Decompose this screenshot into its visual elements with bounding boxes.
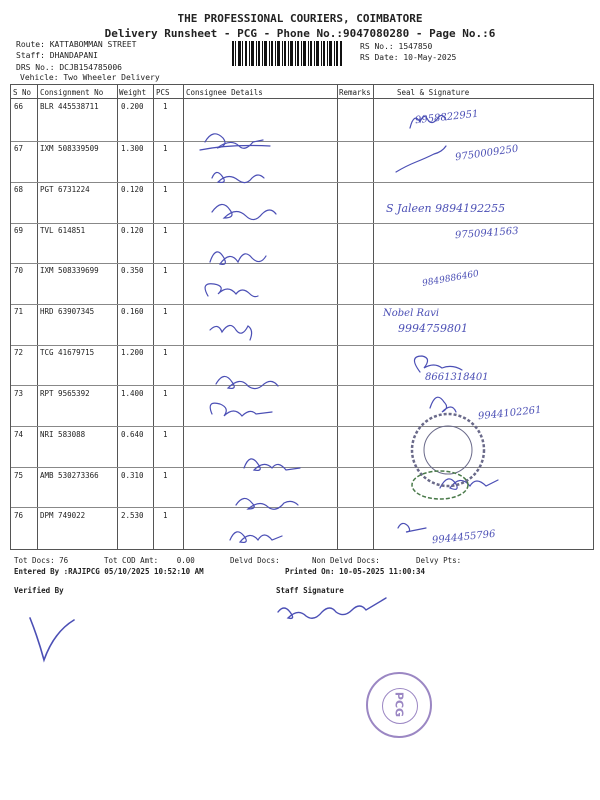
handwritten-name: S Jaleen 9894192255	[386, 202, 506, 215]
row-sno: 68	[14, 185, 24, 194]
row-weight: 0.640	[121, 430, 144, 439]
handwritten-phone: 9958822951	[414, 108, 480, 127]
row-weight: 0.160	[121, 307, 144, 316]
row-divider	[11, 304, 593, 305]
route-line	[16, 40, 136, 49]
vehicle-label: Vehicle:	[20, 73, 59, 82]
col-divider	[37, 85, 38, 549]
row-consignment: TVL 614851	[40, 226, 86, 235]
row-pcs: 1	[163, 144, 168, 153]
handwritten-phone: 9944102261	[477, 404, 543, 423]
row-divider	[11, 426, 593, 427]
company-title: THE PROFESSIONAL COURIERS, COIMBATORE	[177, 12, 423, 25]
row-consignment: DPM 749022	[40, 511, 86, 520]
row-consignment: IXM 508339509	[40, 144, 99, 153]
printed-on: Printed On: 10-05-2025 11:00:34	[285, 567, 425, 576]
staff-signature-label: Staff Signature	[276, 586, 344, 595]
route-value: KATTABOMMAN STREET	[49, 40, 137, 49]
row-sno: 67	[14, 144, 24, 153]
handwritten-name: Nobel Ravi	[383, 308, 440, 319]
row-divider	[11, 182, 593, 183]
staff-label: Staff:	[16, 51, 45, 60]
row-pcs: 1	[163, 511, 168, 520]
rs-date-line	[360, 53, 456, 62]
row-pcs: 1	[163, 307, 168, 316]
tot-docs-label: Tot Docs:	[14, 556, 55, 565]
drs-value: DCJB154785006	[59, 63, 122, 72]
entered-by: Entered By :RAJIPCG 05/10/2025 10:52:10 AM	[14, 567, 204, 576]
tot-docs-value: 76	[59, 556, 69, 565]
row-consignment: NRI 583088	[40, 430, 86, 439]
tot-cod-line	[104, 556, 195, 565]
row-divider	[11, 385, 593, 386]
row-consignment: PGT 6731224	[40, 185, 90, 194]
handwritten-phone: 8661318401	[425, 372, 489, 383]
header-divider	[11, 98, 593, 99]
runsheet-subtitle: Delivery Runsheet - PCG - Phone No.:9047080280 - Page No.:6	[104, 27, 496, 40]
col-divider	[117, 85, 118, 549]
col-header-pcs: PCS	[156, 88, 170, 97]
col-divider	[373, 85, 374, 549]
col-divider	[153, 85, 154, 549]
row-sno: 76	[14, 511, 24, 520]
tot-cod-label: Tot COD Amt:	[104, 556, 159, 565]
row-consignment: IXM 508339699	[40, 266, 99, 275]
staff-signature	[278, 598, 386, 618]
row-pcs: 1	[163, 471, 168, 480]
row-pcs: 1	[163, 348, 168, 357]
delvd-docs: Delvd Docs:	[230, 556, 280, 565]
handwritten-phone: 9849886460	[421, 269, 480, 289]
rs-no-label: RS No.:	[360, 42, 394, 51]
row-divider	[11, 141, 593, 142]
row-consignment: RPT 9565392	[40, 389, 90, 398]
non-delvd-docs: Non Delvd Docs:	[312, 556, 380, 565]
row-sno: 70	[14, 266, 24, 275]
handwritten-phone: 9750941563	[454, 225, 519, 242]
row-consignment: AMB 530273366	[40, 471, 99, 480]
row-divider	[11, 223, 593, 224]
row-weight: 0.310	[121, 471, 144, 480]
row-sno: 73	[14, 389, 24, 398]
rs-no-value: 1547850	[398, 42, 433, 51]
row-consignment: BLR 445538711	[40, 102, 99, 111]
row-sno: 74	[14, 430, 24, 439]
row-weight: 2.530	[121, 511, 144, 520]
row-sno: 75	[14, 471, 24, 480]
col-header-consignee: Consignee Details	[186, 88, 263, 97]
col-header-consignment: Consignment No	[40, 88, 104, 97]
vehicle-value: Two Wheeler Delivery	[63, 73, 160, 82]
verified-signature	[30, 618, 74, 660]
col-divider	[337, 85, 338, 549]
delvy-pts: Delvy Pts:	[416, 556, 462, 565]
vehicle-line	[20, 73, 160, 82]
tot-cod-value: 0.00	[176, 556, 195, 565]
row-pcs: 1	[163, 389, 168, 398]
route-label: Route:	[16, 40, 45, 49]
pcg-stamp-text: PCG	[392, 691, 406, 718]
staff-line	[16, 51, 98, 60]
row-sno: 69	[14, 226, 24, 235]
staff-value: DHANDAPANI	[49, 51, 98, 60]
col-header-weight: Weight	[119, 88, 147, 97]
totals-line	[14, 556, 68, 565]
drs-line	[16, 63, 122, 72]
handwritten-phone: 9944455796	[431, 528, 497, 547]
rs-date-value: 10-May-2025	[403, 53, 457, 62]
row-weight: 0.350	[121, 266, 144, 275]
row-divider	[11, 467, 593, 468]
row-consignment: TCG 41679715	[40, 348, 95, 357]
row-sno: 66	[14, 102, 24, 111]
row-pcs: 1	[163, 185, 168, 194]
row-divider	[11, 345, 593, 346]
row-pcs: 1	[163, 266, 168, 275]
rs-no-line	[360, 42, 432, 51]
row-sno: 71	[14, 307, 24, 316]
row-consignment: HRD 63907345	[40, 307, 95, 316]
row-pcs: 1	[163, 226, 168, 235]
pcg-stamp	[366, 672, 432, 738]
row-weight: 1.200	[121, 348, 144, 357]
row-divider	[11, 507, 593, 508]
row-weight: 0.120	[121, 185, 144, 194]
verified-by-label: Verified By	[14, 586, 64, 595]
row-divider	[11, 263, 593, 264]
row-weight: 0.200	[121, 102, 144, 111]
row-weight: 0.120	[121, 226, 144, 235]
row-pcs: 1	[163, 430, 168, 439]
col-header-sno: S No	[13, 88, 32, 97]
rs-date-label: RS Date:	[360, 53, 399, 62]
handwritten-phone: 9750009250	[454, 143, 520, 164]
drs-label: DRS No.:	[16, 63, 55, 72]
row-sno: 72	[14, 348, 24, 357]
row-weight: 1.400	[121, 389, 144, 398]
row-pcs: 1	[163, 102, 168, 111]
col-header-seal: Seal & Signature	[397, 88, 470, 97]
row-weight: 1.300	[121, 144, 144, 153]
col-header-remarks: Remarks	[339, 88, 371, 97]
barcode	[232, 41, 342, 66]
col-divider	[183, 85, 184, 549]
handwritten-phone: 9994759801	[398, 322, 468, 335]
